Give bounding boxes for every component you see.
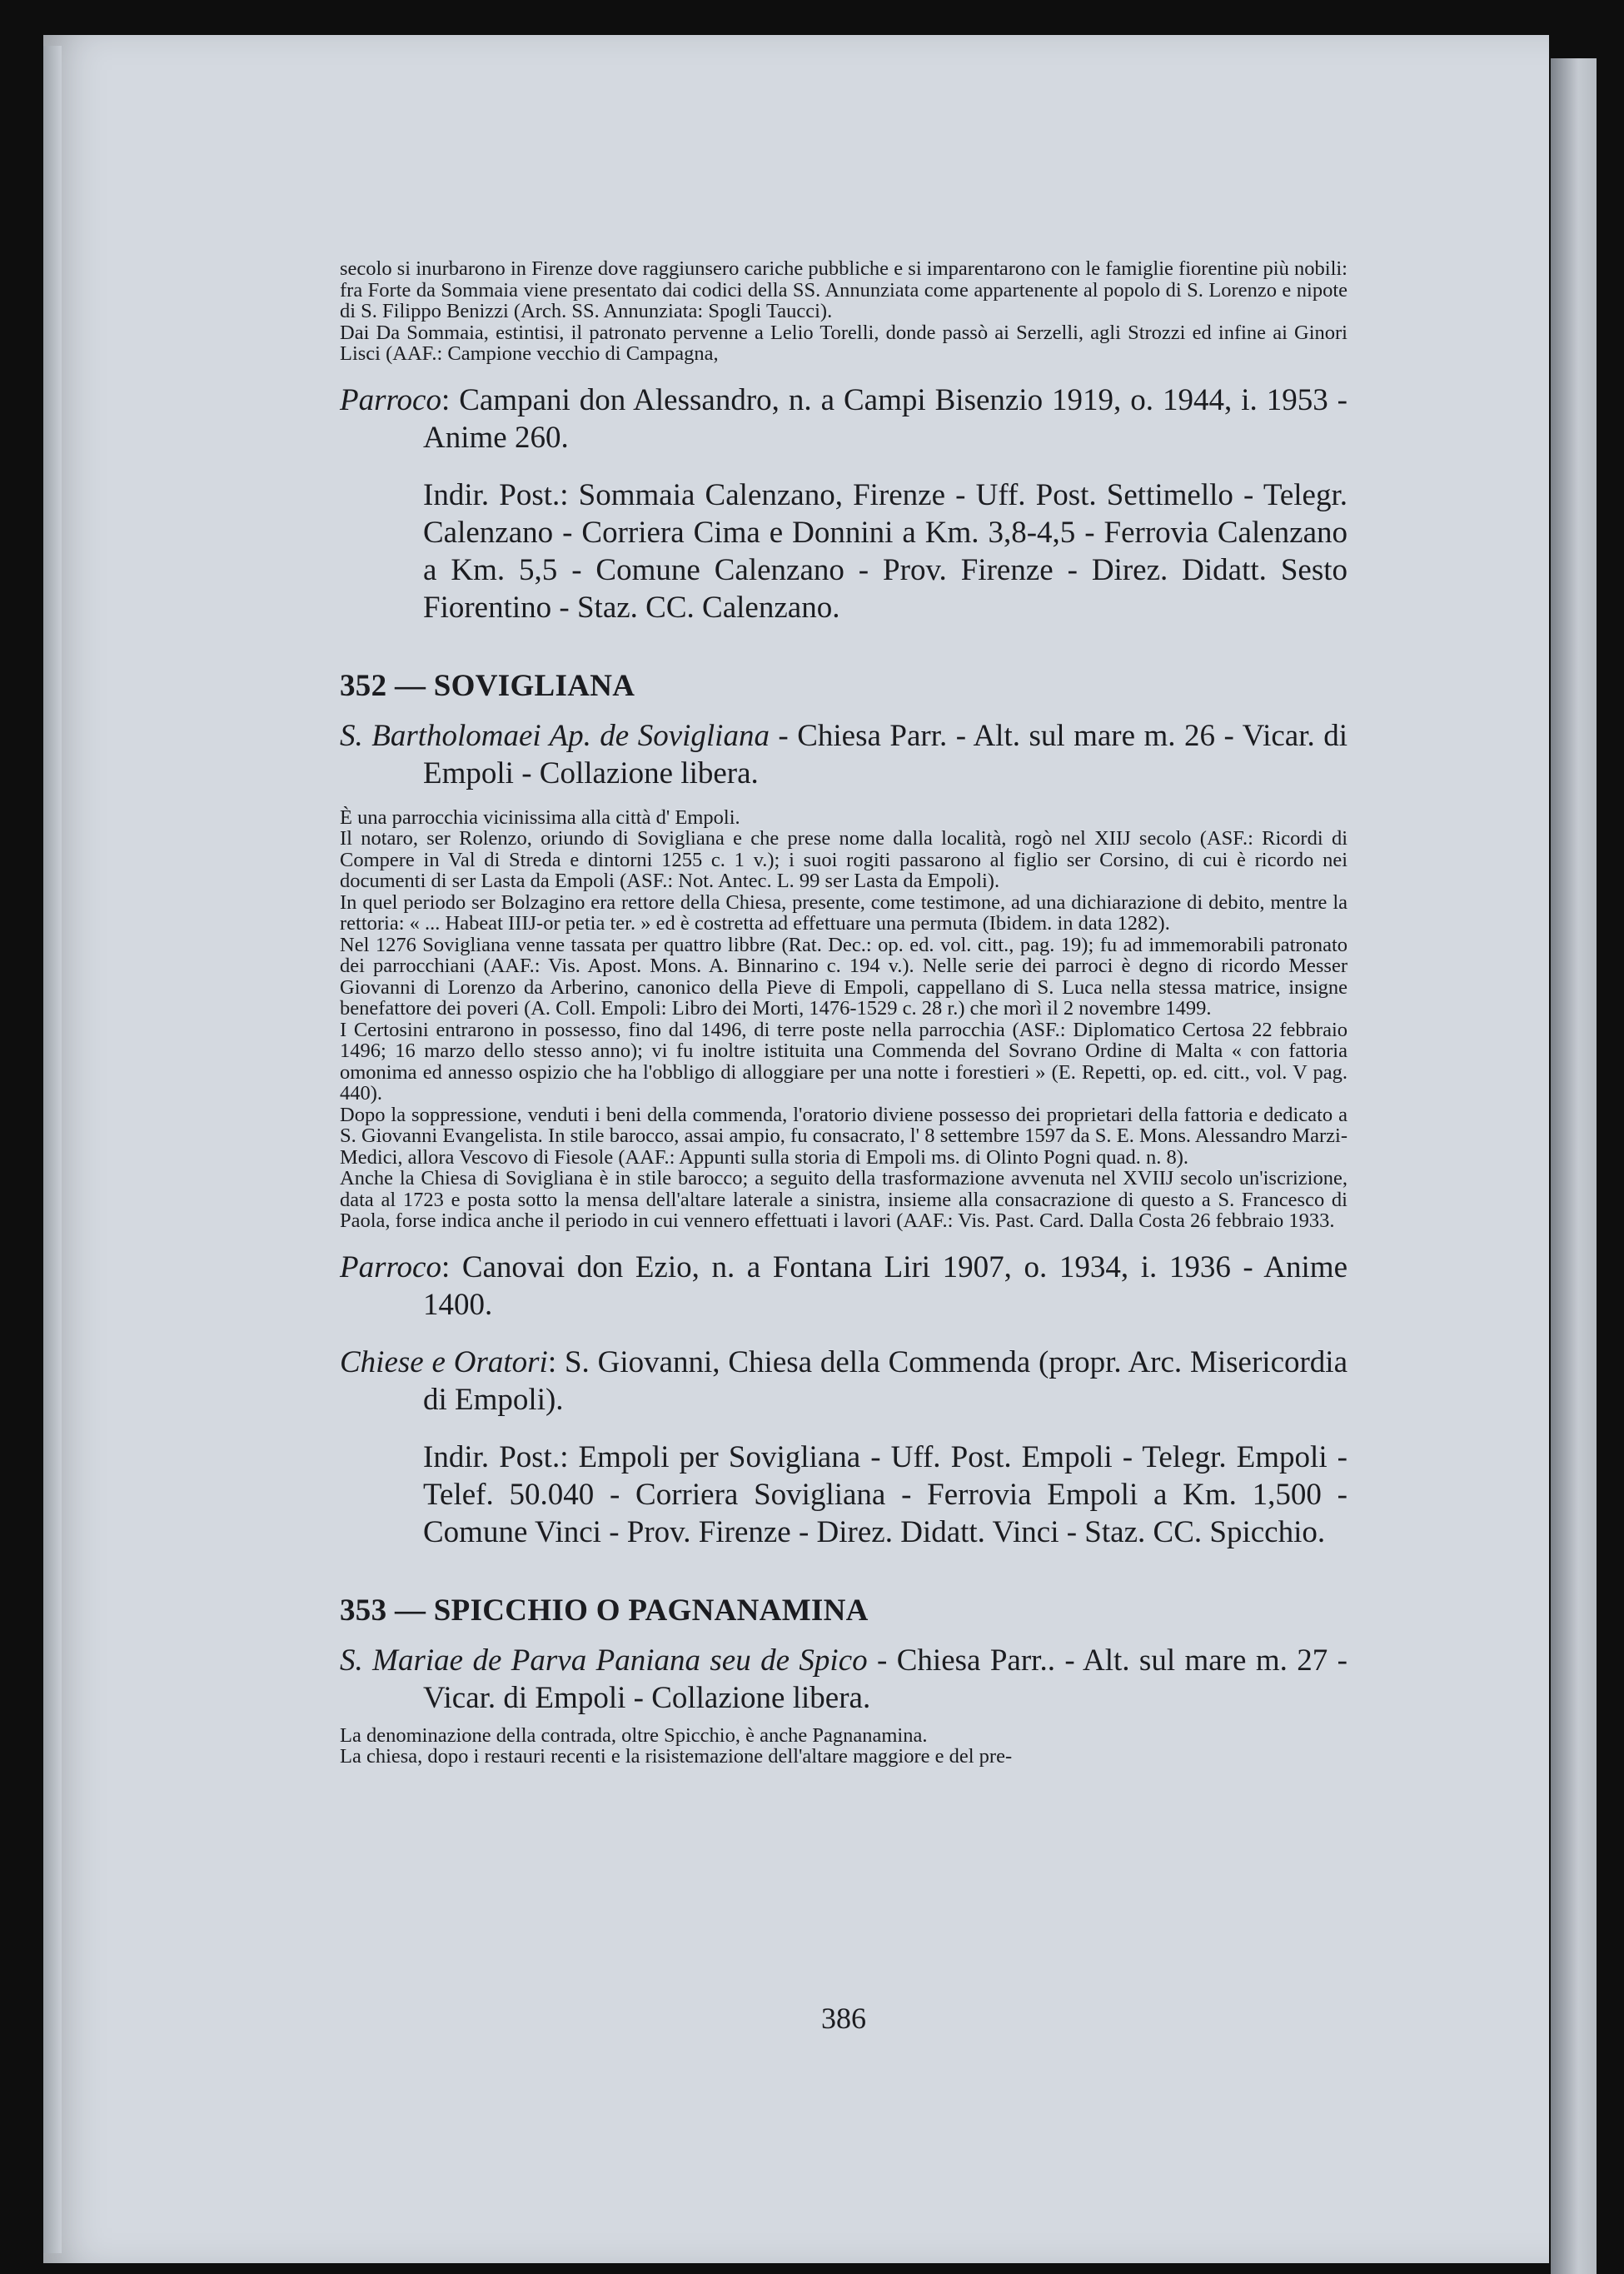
- chiese-text: S. Giovanni, Chiesa della Commenda (propr. Arc. Misericordia di Empoli).: [423, 1344, 1348, 1417]
- parroco-label: Parroco: [340, 382, 441, 417]
- entry-heading-352: 352 — SOVIGLIANA: [340, 668, 635, 703]
- note-paragraph: La chiesa, dopo i restauri recenti e la risistemazione dell'altare maggiore e del pre-: [340, 1745, 1013, 1768]
- notes-352: [340, 807, 1348, 1232]
- indirizzo-352: Indir. Post.: Empoli per Sovigliana - Uff. Post. Empoli - Telegr. Empoli - Telef. 50.040 - Corriera Sovigliana - Ferrovia Empoli a Km. 1,500 - Comune Vinci - Prov. Firenze - Direz. Didatt. Vinci - Staz. CC. Spicchio.: [423, 1439, 1348, 1549]
- page-number: 386: [821, 2002, 866, 2035]
- page-gutter-shadow: [43, 46, 62, 2253]
- dedication-title: S. Bartholomaei Ap. de Sovigliana: [340, 718, 770, 753]
- dedication-title: S. Mariae de Parva Paniana seu de Spico: [340, 1643, 868, 1678]
- note-paragraph: I Certosini entrarono in possesso, fino dal 1496, di terre poste nella parrocchia (ASF.: Diplomatico Certosa 22 febbraio 1496; 16 marzo dello stesso anno); vi fu inoltre istituita una Commenda del Sovrano Ordine di Malta « con fattoria omonima ed annesso ospizio che ha l'obbligo di alloggiare per una notte i forestieri » (E. Repetti, op. ed. citt., vol. V pag. 440).: [340, 1018, 1348, 1105]
- dedication-352: [340, 717, 1348, 792]
- dedication-rest: - Chiesa Parr. - Alt. sul mare m. 26 - Vicar. di Empoli - Collazione libera.: [423, 718, 1348, 790]
- notes-353: [340, 1725, 1348, 1768]
- parroco-label: Parroco: [340, 1249, 441, 1284]
- dedication-353: [340, 1642, 1348, 1717]
- chiese-label: Chiese e Oratori: [340, 1344, 548, 1379]
- note-paragraph: La denominazione della contrada, oltre Spicchio, è anche Pagnanamina.: [340, 1723, 928, 1747]
- continued-notes: [340, 258, 1348, 365]
- note-paragraph: Anche la Chiesa di Sovigliana è in stile barocco; a seguito della trasformazione avvenuta nel XVIIJ secolo un'iscrizione, data al 1723 e posta sotto la mensa dell'altare laterale a sinistra, insieme alla consacrazione di questo a S. Francesco di Paola, forse indica anche il periodo in cui vennero effettuati i lavori (AAF.: Vis. Past. Card. Dalla Costa 26 febbraio 1933.: [340, 1167, 1348, 1232]
- page-content: [340, 258, 1348, 1768]
- dedication-rest: - Chiesa Parr.. - Alt. sul mare m. 27 - Vicar. di Empoli - Collazione libera.: [423, 1643, 1348, 1715]
- parroco-text: Campani don Alessandro, n. a Campi Bisenzio 1919, o. 1944, i. 1953 - Anime 260.: [423, 382, 1348, 455]
- note-paragraph: Nel 1276 Sovigliana venne tassata per quattro libbre (Rat. Dec.: op. ed. vol. citt., pag. 19); fu ad immemorabili patronato dei parrocchiani (AAF.: Vis. Apost. Mons. A. Binnarino c. 194 v.). Nelle serie dei parroci è degno di ricordo Messer Giovanni di Lorenzo da Arberino, canonico della Pieve di Empoli, cappellano di S. Luca nella stessa matrice, insigne benefattore dei poveri (A. Coll. Empoli: Libro dei Morti, 1476-1529 c. 28 r.) che morì il 2 novembre 1499.: [340, 933, 1348, 1020]
- chiese-oratori-352: Chiese e Oratori: S. Giovanni, Chiesa della Commenda (propr. Arc. Misericordia di Empoli).: [340, 1344, 1348, 1417]
- note-paragraph: In quel periodo ser Bolzagino era rettore della Chiesa, presente, come testimone, ad una dichiarazione di debito, mentre la rettoria: « ... Habeat IIIJ-or petia ter. » ed è costretta ad effettuare una permuta (Ibidem. in data 1282).: [340, 890, 1348, 935]
- parroco-351: Parroco: Campani don Alessandro, n. a Campi Bisenzio 1919, o. 1944, i. 1953 - Anime 260.: [340, 382, 1348, 455]
- parroco-352: Parroco: Canovai don Ezio, n. a Fontana Liri 1907, o. 1934, i. 1936 - Anime 1400.: [340, 1249, 1348, 1322]
- note-paragraph: Il notaro, ser Rolenzo, oriundo di Sovigliana e che prese nome dalla località, rogò nel XIIJ secolo (ASF.: Ricordi di Compere in Val di Streda e dintorni 1255 c. 1 v.); i suoi rogiti passarono al figlio ser Corsino, di cui è ricordo nei documenti di ser Lasta da Empoli (ASF.: Not. Antec. L. 99 ser Lasta da Empoli).: [340, 827, 1348, 892]
- indirizzo-351: Indir. Post.: Sommaia Calenzano, Firenze - Uff. Post. Settimello - Telegr. Calenzano - Corriera Cima e Donnini a Km. 3,8-4,5 - Ferrovia Calenzano a Km. 5,5 - Comune Calenzano - Prov. Firenze - Direz. Didatt. Sesto Fiorentino - Staz. CC. Calenzano.: [423, 477, 1348, 625]
- parroco-text: Canovai don Ezio, n. a Fontana Liri 1907, o. 1934, i. 1936 - Anime 1400.: [423, 1249, 1348, 1322]
- note-paragraph: secolo si inurbarono in Firenze dove raggiunsero cariche pubbliche e si imparentarono con le famiglie fiorentine più nobili: fra Forte da Sommaia viene presentato dai codici della SS. Annunziata come appartenente al popolo di S. Lorenzo e nipote di S. Filippo Benizzi (Arch. SS. Annunziata: Spogli Taucci).: [340, 257, 1348, 322]
- note-paragraph: È una parrocchia vicinissima alla città d' Empoli.: [340, 805, 740, 829]
- note-paragraph: Dai Da Sommaia, estintisi, il patronato pervenne a Lelio Torelli, donde passò ai Serzelli, agli Strozzi ed infine ai Ginori Lisci (AAF.: Campione vecchio di Campagna,: [340, 321, 1348, 365]
- note-paragraph: Dopo la soppressione, venduti i beni della commenda, l'oratorio diviene possesso dei proprietari della fattoria e dedicato a S. Giovanni Evangelista. In stile barocco, assai ampio, fu consacrato, l' 8 settembre 1597 da S. E. Mons. Alessandro Marzi-Medici, allora Vescovo di Fiesole (AAF.: Appunti sulla storia di Empoli ms. di Olinto Pogni quad. n. 8).: [340, 1103, 1348, 1169]
- entry-heading-353: 353 — SPICCHIO O PAGNANAMINA: [340, 1593, 869, 1628]
- adjacent-page-edge: [1551, 58, 1597, 2274]
